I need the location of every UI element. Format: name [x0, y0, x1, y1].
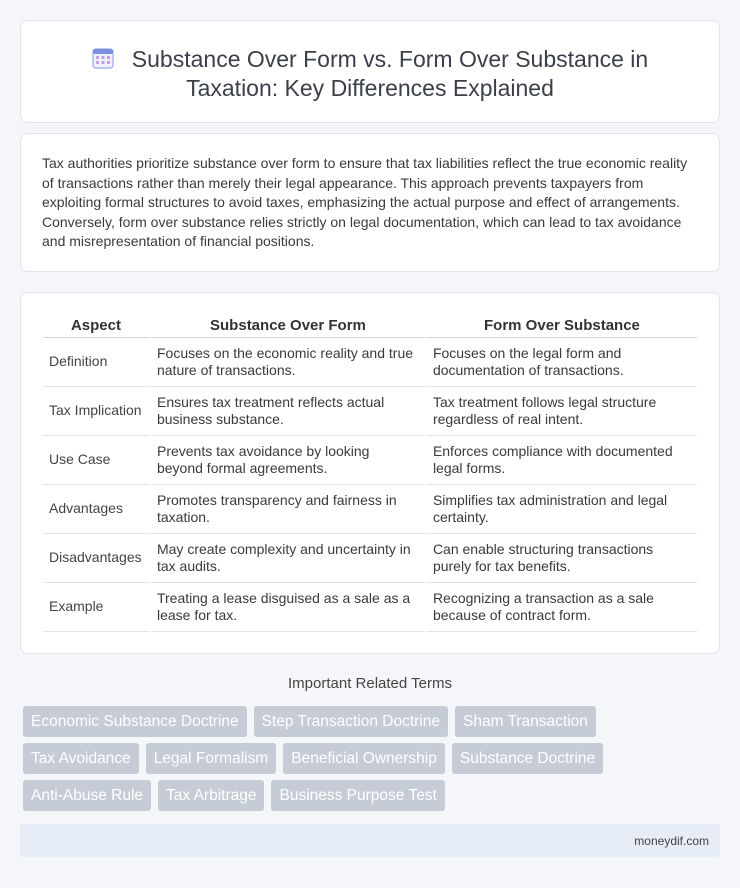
table-row	[43, 436, 697, 485]
row-substance-over-form: Treating a lease disguised as a sale as a lease for tax.	[151, 583, 425, 632]
header-substance-over-form: Substance Over Form	[151, 315, 425, 338]
row-substance-over-form: May create complexity and uncertainty in tax audits.	[151, 534, 425, 583]
tag-business-purpose-test[interactable]: Business Purpose Test	[271, 780, 444, 811]
intro-paragraph: Tax authorities prioritize substance over form to ensure that tax liabilities reflect the true economic reality of transactions rather than merely their legal appearance. This approach prevents taxpayers from exploiting formal structures to avoid taxes, emphasizing the actual purpose and effect of arrangements. Conversely, form over substance relies strictly on legal documentation, which can lead to tax avoidance and misrepresentation of financial positions.	[42, 155, 688, 249]
row-aspect: Definition	[43, 338, 149, 387]
row-substance-over-form: Ensures tax treatment reflects actual business substance.	[151, 387, 425, 436]
comparison-table	[41, 315, 699, 632]
site-name[interactable]: moneydif.com	[634, 834, 709, 848]
intro-card	[20, 133, 720, 272]
tag-economic-substance-doctrine[interactable]: Economic Substance Doctrine	[23, 706, 247, 737]
row-aspect: Use Case	[43, 436, 149, 485]
title-line-1: Substance Over Form vs. Form Over Substance in	[131, 46, 649, 72]
tag-row	[23, 780, 723, 811]
tag-sham-transaction[interactable]: Sham Transaction	[455, 706, 596, 737]
tag-tax-arbitrage[interactable]: Tax Arbitrage	[158, 780, 264, 811]
row-form-over-substance: Simplifies tax administration and legal certainty.	[427, 485, 697, 534]
row-form-over-substance: Can enable structuring transactions purely for tax benefits.	[427, 534, 697, 583]
table-row	[43, 534, 697, 583]
tag-beneficial-ownership[interactable]: Beneficial Ownership	[283, 743, 445, 774]
tag-substance-doctrine[interactable]: Substance Doctrine	[452, 743, 603, 774]
row-form-over-substance: Recognizing a transaction as a sale because of contract form.	[427, 583, 697, 632]
title-line-2: Taxation: Key Differences Explained	[186, 75, 554, 101]
row-substance-over-form: Focuses on the economic reality and true nature of transactions.	[151, 338, 425, 387]
tag-tax-avoidance[interactable]: Tax Avoidance	[23, 743, 139, 774]
header-aspect: Aspect	[43, 315, 149, 338]
calendar-icon	[92, 47, 114, 69]
page-title	[21, 45, 719, 103]
row-aspect: Disadvantages	[43, 534, 149, 583]
table-header-row	[43, 315, 697, 338]
table-row	[43, 338, 697, 387]
row-substance-over-form: Prevents tax avoidance by looking beyond formal agreements.	[151, 436, 425, 485]
title-card	[20, 20, 720, 123]
row-aspect: Advantages	[43, 485, 149, 534]
row-aspect: Example	[43, 583, 149, 632]
row-form-over-substance: Tax treatment follows legal structure regardless of real intent.	[427, 387, 697, 436]
tag-row	[23, 706, 723, 737]
table-row	[43, 387, 697, 436]
related-terms-title: Important Related Terms	[288, 675, 452, 692]
comparison-card	[20, 292, 720, 654]
header-form-over-substance: Form Over Substance	[427, 315, 697, 338]
row-substance-over-form: Promotes transparency and fairness in taxation.	[151, 485, 425, 534]
tag-anti-abuse-rule[interactable]: Anti-Abuse Rule	[23, 780, 151, 811]
row-form-over-substance: Enforces compliance with documented legal forms.	[427, 436, 697, 485]
row-aspect: Tax Implication	[43, 387, 149, 436]
tag-step-transaction-doctrine[interactable]: Step Transaction Doctrine	[254, 706, 448, 737]
row-form-over-substance: Focuses on the legal form and documentation of transactions.	[427, 338, 697, 387]
tag-legal-formalism[interactable]: Legal Formalism	[146, 743, 277, 774]
tag-row	[23, 743, 723, 774]
footer	[20, 824, 720, 857]
related-terms-list	[23, 706, 723, 817]
table-row	[43, 583, 697, 632]
table-row	[43, 485, 697, 534]
